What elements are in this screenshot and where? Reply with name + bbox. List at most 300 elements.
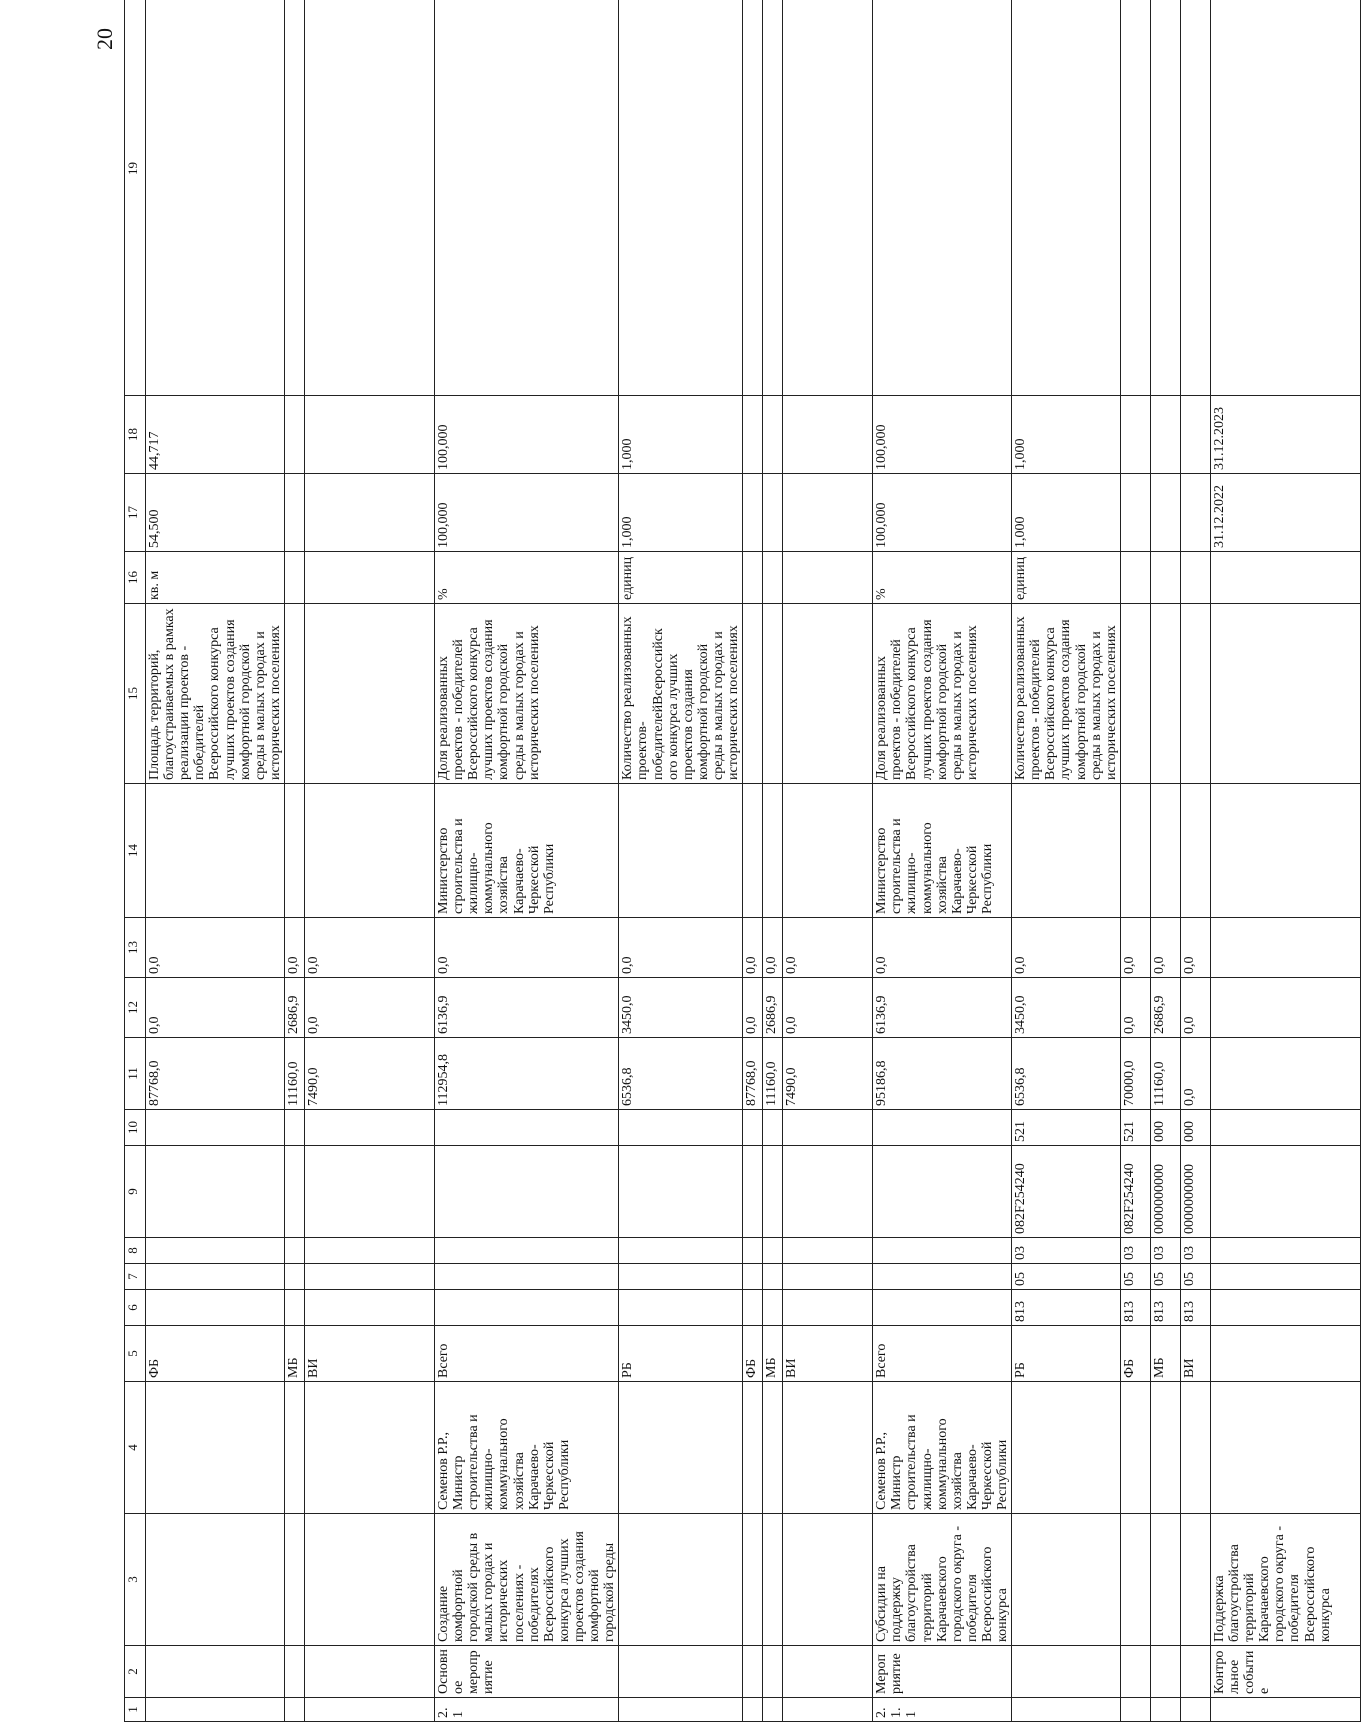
table-cell (146, 784, 285, 918)
column-number: 6 (125, 1290, 146, 1326)
table-cell (1150, 1646, 1180, 1698)
table-cell (1012, 1698, 1121, 1722)
table-row (1150, 0, 1180, 1722)
table-cell: единиц (1012, 552, 1121, 604)
table-cell: Министерство строительства и жилищно-коммунального хозяйства Карачаево-Черкесской Республики (873, 784, 1012, 918)
table-cell (304, 1238, 434, 1264)
table-cell (743, 1238, 763, 1264)
table-cell (1150, 396, 1180, 474)
table-cell: 03 (1012, 1238, 1121, 1264)
table-cell: 2.1.1 (873, 1698, 1012, 1722)
table-cell (1210, 1038, 1360, 1110)
table-cell: Субсидии на поддержку благоустройства территорий Карачаевского городского округа - победителя Всероссийского конкурса (873, 1514, 1012, 1646)
table-row (1012, 0, 1121, 1722)
column-number: 11 (125, 1038, 146, 1110)
table-cell: 0,0 (284, 918, 304, 978)
table-cell (434, 0, 618, 396)
table-cell (743, 1514, 763, 1646)
table-cell: 100,000 (873, 474, 1012, 552)
rotated-table-page (124, 42, 1333, 1722)
table-cell: 0,0 (1120, 918, 1150, 978)
column-number: 15 (125, 604, 146, 784)
table-cell (434, 1264, 618, 1290)
table-cell (146, 1238, 285, 1264)
table-cell: 0,0 (304, 978, 434, 1038)
table-cell: Поддержка благоустройства территорий Карачаевского городского округа - победителя Всероссийского конкурса (1210, 1514, 1360, 1646)
table-cell (743, 1698, 763, 1722)
table-cell (743, 0, 763, 396)
table-cell (743, 1290, 763, 1326)
table-cell: РБ (1012, 1326, 1121, 1382)
table-cell (284, 1238, 304, 1264)
table-cell: ВИ (304, 1326, 434, 1382)
table-cell (1210, 978, 1360, 1038)
table-cell (763, 1382, 783, 1514)
table-cell (146, 1146, 285, 1238)
table-cell (1180, 1514, 1210, 1646)
program-table (124, 0, 1361, 1722)
column-number: 19 (125, 0, 146, 396)
table-cell (743, 474, 763, 552)
table-cell: Площадь территорий, благоустраиваемых в рамках реализации проектов - победителей Всероссийского конкурса лучших проектов создания комфортной городской среды в малых городах и исторических поселениях (146, 604, 285, 784)
table-cell (146, 1646, 285, 1698)
table-cell (1180, 784, 1210, 918)
table-cell: 100,000 (873, 396, 1012, 474)
table-cell (783, 552, 873, 604)
column-number: 9 (125, 1146, 146, 1238)
table-cell: 87768,0 (743, 1038, 763, 1110)
table-cell (1180, 0, 1210, 396)
table-cell (284, 1110, 304, 1146)
table-cell: Количество реализованных проектов- победителейВсероссийск ого конкурса лучших проектов создания комфортной городской среды в малых городах и исторических поселениях (619, 604, 743, 784)
table-cell (284, 604, 304, 784)
column-number: 5 (125, 1326, 146, 1382)
table-cell (743, 552, 763, 604)
table-cell (1012, 1646, 1121, 1698)
table-cell (763, 1264, 783, 1290)
table-cell: 05 (1120, 1264, 1150, 1290)
table-cell (743, 784, 763, 918)
table-cell: 0,0 (783, 978, 873, 1038)
table-cell: 813 (1120, 1290, 1150, 1326)
table-cell: 03 (1150, 1238, 1180, 1264)
table-cell: 521 (1120, 1110, 1150, 1146)
table-cell: 6536,8 (1012, 1038, 1121, 1110)
table-cell: 813 (1150, 1290, 1180, 1326)
table-cell (1012, 1382, 1121, 1514)
table-cell: 44,717 (146, 396, 285, 474)
table-cell: 87768,0 (146, 1038, 285, 1110)
table-cell: ВИ (783, 1326, 873, 1382)
table-cell (619, 1110, 743, 1146)
table-cell: 3450,0 (1012, 978, 1121, 1038)
table-cell: 2686,9 (1150, 978, 1180, 1038)
page-number: 20 (92, 28, 117, 50)
table-cell (1210, 1264, 1360, 1290)
table-cell (783, 1146, 873, 1238)
table-cell: 1,000 (1012, 474, 1121, 552)
table-cell: 082F254240 (1012, 1146, 1121, 1238)
table-cell (304, 0, 434, 396)
column-number: 10 (125, 1110, 146, 1146)
table-cell (1210, 1698, 1360, 1722)
table-cell: 54,500 (146, 474, 285, 552)
table-cell (304, 1110, 434, 1146)
table-cell (1120, 1514, 1150, 1646)
table-cell (434, 1238, 618, 1264)
table-cell (1150, 552, 1180, 604)
table-cell: 0,0 (1180, 978, 1210, 1038)
table-row (1180, 0, 1210, 1722)
table-cell (304, 784, 434, 918)
table-cell: 3450,0 (619, 978, 743, 1038)
table-cell (284, 1146, 304, 1238)
table-cell (1012, 784, 1121, 918)
table-cell: 11160,0 (1150, 1038, 1180, 1110)
table-cell (619, 1290, 743, 1326)
column-number: 14 (125, 784, 146, 918)
table-cell (783, 1264, 873, 1290)
table-cell (873, 1290, 1012, 1326)
table-cell (763, 1646, 783, 1698)
table-cell: ФБ (743, 1326, 763, 1382)
column-number: 8 (125, 1238, 146, 1264)
column-number: 2 (125, 1646, 146, 1698)
table-cell (763, 1110, 783, 1146)
table-cell: 0,0 (1180, 918, 1210, 978)
table-cell (783, 0, 873, 396)
table-row (146, 0, 285, 1722)
table-cell (873, 1146, 1012, 1238)
table-cell: 6136,9 (873, 978, 1012, 1038)
table-cell: 2686,9 (763, 978, 783, 1038)
table-cell: 0000000000 (1180, 1146, 1210, 1238)
table-cell: 05 (1150, 1264, 1180, 1290)
table-cell: 813 (1180, 1290, 1210, 1326)
table-cell: 70000,0 (1120, 1038, 1150, 1110)
table-cell: 11160,0 (763, 1038, 783, 1110)
table-cell (304, 1146, 434, 1238)
table-cell (763, 1514, 783, 1646)
table-cell (783, 784, 873, 918)
table-cell (434, 1146, 618, 1238)
table-cell: Количество реализованных проектов - победителей Всероссийского конкурса лучших проектов создания комфортной городской среды в малых городах и исторических поселениях (1012, 604, 1121, 784)
table-cell (304, 1646, 434, 1698)
table-cell (1120, 474, 1150, 552)
table-cell: 0,0 (763, 918, 783, 978)
table-cell (1120, 1646, 1150, 1698)
table-cell (1210, 1326, 1360, 1382)
table-cell: 082F254240 (1120, 1146, 1150, 1238)
column-number: 1 (125, 1698, 146, 1722)
table-cell: 1,000 (1012, 396, 1121, 474)
table-cell: 000 (1150, 1110, 1180, 1146)
table-row (434, 0, 618, 1722)
table-cell (1210, 552, 1360, 604)
table-cell: 7490,0 (304, 1038, 434, 1110)
column-number-row (125, 0, 146, 1722)
table-cell (1150, 604, 1180, 784)
table-cell (284, 1290, 304, 1326)
table-cell (763, 1698, 783, 1722)
table-cell (783, 1646, 873, 1698)
table-row (304, 0, 434, 1722)
table-cell: 1,000 (619, 396, 743, 474)
table-cell: 100,000 (434, 474, 618, 552)
table-body (146, 0, 1361, 1722)
table-cell (1210, 1146, 1360, 1238)
table-cell (619, 1238, 743, 1264)
table-row (743, 0, 763, 1722)
table-cell (1150, 1382, 1180, 1514)
table-cell: 0,0 (1180, 1038, 1210, 1110)
table-cell (743, 1646, 763, 1698)
table-cell (873, 1110, 1012, 1146)
table-cell (284, 1514, 304, 1646)
table-cell (619, 1514, 743, 1646)
column-number: 16 (125, 552, 146, 604)
table-cell (763, 1238, 783, 1264)
table-cell (783, 1698, 873, 1722)
table-cell (304, 1698, 434, 1722)
table-cell: 100,000 (434, 396, 618, 474)
table-cell: 0,0 (146, 978, 285, 1038)
table-cell (1120, 784, 1150, 918)
table-cell (1120, 1382, 1150, 1514)
table-cell (763, 552, 783, 604)
table-cell (873, 0, 1012, 396)
table-cell (304, 1514, 434, 1646)
table-cell (743, 604, 763, 784)
table-cell (619, 1146, 743, 1238)
table-cell (304, 604, 434, 784)
table-cell (146, 1514, 285, 1646)
table-cell: 0,0 (873, 918, 1012, 978)
table-cell (783, 1110, 873, 1146)
table-cell (304, 474, 434, 552)
table-cell: ФБ (1120, 1326, 1150, 1382)
table-cell (1180, 552, 1210, 604)
table-cell (1150, 474, 1180, 552)
column-number: 17 (125, 474, 146, 552)
table-cell: МБ (1150, 1326, 1180, 1382)
table-cell (619, 1382, 743, 1514)
table-cell: 0,0 (1012, 918, 1121, 978)
table-cell (763, 604, 783, 784)
table-cell: Всего (434, 1326, 618, 1382)
table-cell: кв. м (146, 552, 285, 604)
table-cell: 112954,8 (434, 1038, 618, 1110)
table-cell (1120, 604, 1150, 784)
table-cell: 000 (1180, 1110, 1210, 1146)
column-number: 18 (125, 396, 146, 474)
table-cell: 03 (1180, 1238, 1210, 1264)
table-cell (434, 1290, 618, 1326)
table-cell (146, 1382, 285, 1514)
table-cell: 6536,8 (619, 1038, 743, 1110)
table-cell (783, 1290, 873, 1326)
table-cell (146, 0, 285, 396)
table-cell: Контрольное событие (1210, 1646, 1360, 1698)
table-cell: 0,0 (743, 978, 763, 1038)
table-cell: 31.12.2022 (1210, 474, 1360, 552)
table-cell (783, 474, 873, 552)
table-cell (304, 552, 434, 604)
table-cell (1180, 474, 1210, 552)
table-cell (1150, 784, 1180, 918)
table-cell (1120, 396, 1150, 474)
table-cell (873, 1264, 1012, 1290)
table-cell: 95186,8 (873, 1038, 1012, 1110)
table-cell (1150, 0, 1180, 396)
table-cell: МБ (763, 1326, 783, 1382)
table-cell (1210, 1238, 1360, 1264)
table-cell (783, 604, 873, 784)
table-cell: 0,0 (146, 918, 285, 978)
table-cell: Доля реализованных проектов - победителей Всероссийского конкурса лучших проектов создания комфортной городской среды в малых городах и исторических поселениях (434, 604, 618, 784)
table-cell: Создание комфортной городской среды в малых городах и исторических поселениях - победителях Всероссийского конкурса лучших проектов создания комфортной городской среды (434, 1514, 618, 1646)
table-cell (284, 552, 304, 604)
table-cell (763, 0, 783, 396)
table-cell (763, 1146, 783, 1238)
table-cell: 0,0 (434, 918, 618, 978)
column-number: 13 (125, 918, 146, 978)
table-cell (763, 474, 783, 552)
table-cell: 0,0 (743, 918, 763, 978)
table-cell (1012, 1514, 1121, 1646)
table-cell: ФБ (146, 1326, 285, 1382)
table-cell: 0,0 (304, 918, 434, 978)
table-cell: Всего (873, 1326, 1012, 1382)
table-cell (304, 1290, 434, 1326)
table-cell: 0,0 (783, 918, 873, 978)
table-cell: 11160,0 (284, 1038, 304, 1110)
table-cell: 0,0 (619, 918, 743, 978)
table-cell (1150, 1698, 1180, 1722)
table-cell (619, 0, 743, 396)
column-number: 7 (125, 1264, 146, 1290)
table-cell (1180, 1382, 1210, 1514)
table-row (783, 0, 873, 1722)
column-number: 12 (125, 978, 146, 1038)
table-cell (1210, 918, 1360, 978)
table-cell: 0,0 (1150, 918, 1180, 978)
table-cell (434, 1110, 618, 1146)
table-cell: 05 (1180, 1264, 1210, 1290)
table-cell (619, 784, 743, 918)
table-cell (284, 1382, 304, 1514)
table-cell: 521 (1012, 1110, 1121, 1146)
table-cell (1120, 552, 1150, 604)
table-cell: 03 (1120, 1238, 1150, 1264)
table-cell: ВИ (1180, 1326, 1210, 1382)
column-number: 3 (125, 1514, 146, 1646)
table-cell (743, 396, 763, 474)
table-row (1120, 0, 1150, 1722)
table-cell (146, 1110, 285, 1146)
table-cell (1120, 1698, 1150, 1722)
table-cell (1180, 1646, 1210, 1698)
table-cell: 2.1 (434, 1698, 618, 1722)
table-cell (146, 1264, 285, 1290)
table-cell (1180, 604, 1210, 784)
table-cell: % (873, 552, 1012, 604)
table-cell (304, 1264, 434, 1290)
table-cell (783, 1238, 873, 1264)
table-cell (619, 1646, 743, 1698)
table-cell: РБ (619, 1326, 743, 1382)
table-cell: 1,000 (619, 474, 743, 552)
table-cell (743, 1382, 763, 1514)
table-cell (619, 1264, 743, 1290)
table-cell (763, 784, 783, 918)
table-cell: Доля реализованных проектов - победителей Всероссийского конкурса лучших проектов создания комфортной городской среды в малых городах и исторических поселениях (873, 604, 1012, 784)
table-cell (1210, 784, 1360, 918)
table-cell (1210, 604, 1360, 784)
table-cell: 31.12.2023 (1210, 396, 1360, 474)
table-cell: 7490,0 (783, 1038, 873, 1110)
table-cell (1012, 0, 1121, 396)
table-cell: Семенов Р.Р., Министр строительства и жилищно-коммунального хозяйства Карачаево-Черкесской Республики (434, 1382, 618, 1514)
table-cell (284, 396, 304, 474)
table-cell: 813 (1012, 1290, 1121, 1326)
table-cell (1210, 1110, 1360, 1146)
table-cell: % (434, 552, 618, 604)
table-cell: 05 (1012, 1264, 1121, 1290)
table-cell (284, 1646, 304, 1698)
table-cell: Семенов Р.Р., Министр строительства и жилищно-коммунального хозяйства Карачаево-Черкесской Республики (873, 1382, 1012, 1514)
table-cell: МБ (284, 1326, 304, 1382)
table-cell (304, 1382, 434, 1514)
table-cell: 0000000000 (1150, 1146, 1180, 1238)
table-cell (763, 396, 783, 474)
table-cell (284, 0, 304, 396)
table-cell (763, 1290, 783, 1326)
table-cell (1180, 396, 1210, 474)
table-cell (783, 396, 873, 474)
table-cell (304, 396, 434, 474)
table-cell: единиц (619, 552, 743, 604)
table-cell: 2686,9 (284, 978, 304, 1038)
table-cell (1150, 1514, 1180, 1646)
table-cell (873, 1238, 1012, 1264)
table-cell (743, 1110, 763, 1146)
table-cell: Министерство строительства и жилищно-коммунального хозяйства Карачаево-Черкесской Республики (434, 784, 618, 918)
table-cell (284, 474, 304, 552)
table-cell (1210, 1382, 1360, 1514)
table-cell: Мероприятие (873, 1646, 1012, 1698)
table-cell (1210, 0, 1360, 396)
column-number: 4 (125, 1382, 146, 1514)
table-cell (1120, 0, 1150, 396)
table-cell (146, 1290, 285, 1326)
table-cell (284, 784, 304, 918)
table-cell: 6136,9 (434, 978, 618, 1038)
table-cell (284, 1264, 304, 1290)
table-cell: 0,0 (1120, 978, 1150, 1038)
table-row (619, 0, 743, 1722)
table-cell (743, 1146, 763, 1238)
table-cell: Основное мероприятие (434, 1646, 618, 1698)
table-cell (1210, 1290, 1360, 1326)
table-row (873, 0, 1012, 1722)
table-row (763, 0, 783, 1722)
table-cell (743, 1264, 763, 1290)
table-row (1210, 0, 1360, 1722)
table-cell (146, 1698, 285, 1722)
table-cell (619, 1698, 743, 1722)
table-row (284, 0, 304, 1722)
